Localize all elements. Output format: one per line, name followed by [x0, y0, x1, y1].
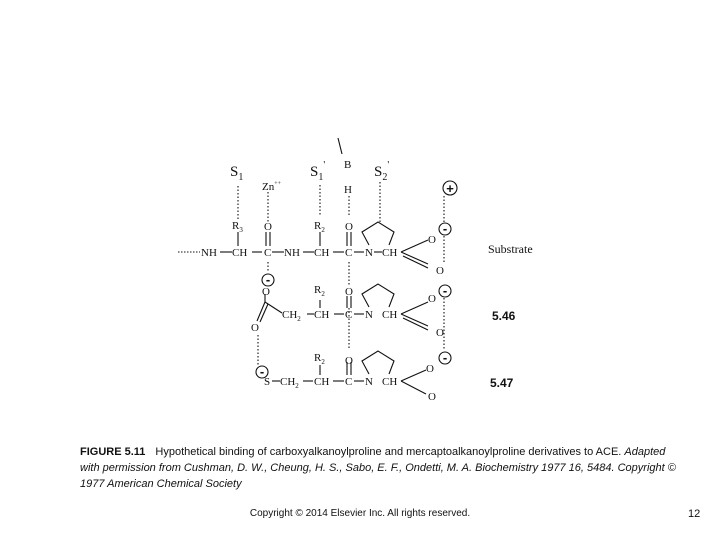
- carboxylate-o: O: [428, 234, 436, 246]
- minus-charge: -: [442, 350, 448, 365]
- minus-charge: -: [442, 221, 448, 236]
- carbonyl-o: O: [345, 355, 353, 367]
- carboxylate-o: O: [251, 322, 259, 334]
- proline-n: N: [365, 247, 373, 259]
- carboxylate-o: O: [426, 363, 434, 375]
- carbonyl-c: C: [345, 376, 353, 388]
- carbonyl-o: O: [264, 221, 272, 233]
- carboxylate-o: O: [428, 391, 436, 403]
- proline-ch: CH: [382, 247, 398, 259]
- r2-label: $R_2$: [314, 284, 325, 298]
- amide-nh: NH: [201, 247, 217, 259]
- s1-prime-label: $S_1'$: [310, 160, 326, 183]
- alpha-ch: CH: [232, 247, 248, 259]
- proline-n: N: [365, 376, 373, 388]
- r3-label: $R_3$: [232, 220, 243, 234]
- alpha-ch: CH: [314, 309, 330, 321]
- proline-ch: CH: [382, 309, 398, 321]
- amide-nh: NH: [284, 247, 300, 259]
- base-label: B: [344, 159, 352, 171]
- caption-citation: Adapted with permission from Cushman, D. W., Cheung, H. S., Sabo, E. F., Ondetti, M. A. Biochemistry 1977 16, 5484. Copyright © 1977 American Chemical Society: [80, 446, 676, 490]
- proline-n: N: [365, 309, 373, 321]
- page-number: 12: [688, 508, 701, 520]
- h-donor-label: H: [344, 184, 352, 196]
- compound-547-label: 5.47: [490, 376, 514, 390]
- carbonyl-c: C: [345, 309, 353, 321]
- alpha-ch: CH: [314, 376, 330, 388]
- carboxylate-o: O: [436, 327, 444, 339]
- s1-label: $S_1$: [230, 164, 244, 183]
- carboxylate-o: O: [262, 286, 270, 298]
- proline-ch: CH: [382, 376, 398, 388]
- alpha-ch: CH: [314, 247, 330, 259]
- ch2-group: $CH_2$: [280, 376, 299, 390]
- substrate-label: Substrate: [488, 242, 533, 256]
- carboxylate-o: O: [428, 293, 436, 305]
- figure-caption: [80, 444, 680, 492]
- r2-label: $R_2$: [314, 352, 325, 366]
- minus-charge: -: [442, 283, 448, 298]
- compound-546-label: 5.46: [492, 309, 516, 323]
- minus-charge: -: [259, 364, 265, 379]
- carbonyl-c: C: [345, 247, 353, 259]
- figure-label: FIGURE 5.11: [80, 446, 146, 458]
- ace-binding-diagram: [170, 128, 580, 410]
- carboxylate-o: O: [436, 265, 444, 277]
- thiolate-s: S: [264, 376, 271, 388]
- carbonyl-o: O: [345, 286, 353, 298]
- ch2-group: $CH_2$: [282, 309, 301, 323]
- caption-description: Hypothetical binding of carboxyalkanoylproline and mercaptoalkanoylproline derivatives to ACE.: [155, 446, 622, 458]
- plus-charge: +: [446, 181, 454, 196]
- copyright-footer: Copyright © 2014 Elsevier Inc. All rights reserved.: [249, 508, 471, 519]
- carbonyl-c: C: [264, 247, 272, 259]
- s2-prime-label: $S_2'$: [374, 160, 390, 183]
- r2-label: $R_2$: [314, 220, 325, 234]
- zinc-label: Zn++: [262, 181, 282, 193]
- minus-charge: -: [265, 272, 271, 287]
- carbonyl-o: O: [345, 221, 353, 233]
